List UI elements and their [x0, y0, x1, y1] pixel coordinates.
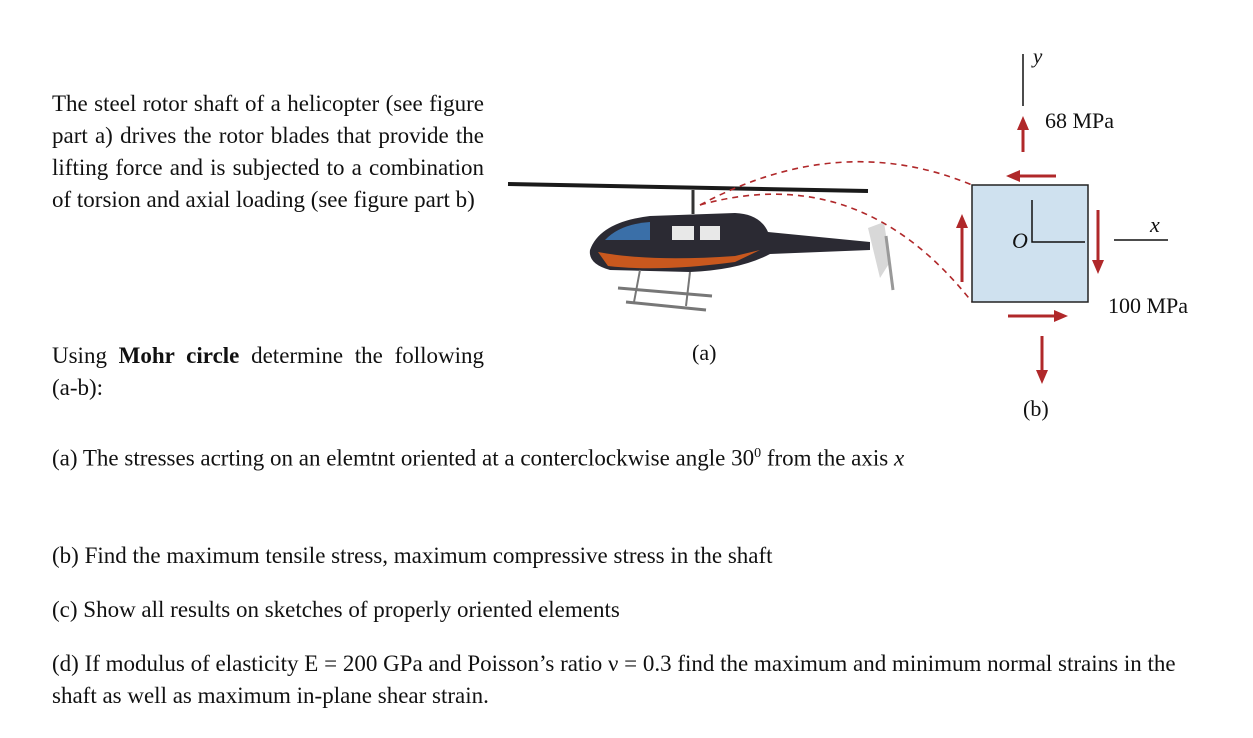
arrowhead: [1017, 116, 1029, 130]
shear-stress-label: 100 MPa: [1108, 293, 1189, 318]
y-axis-label: y: [1033, 44, 1043, 68]
helicopter-window: [700, 226, 720, 240]
arrowhead: [956, 214, 968, 228]
stress-element: [972, 185, 1088, 302]
arrowhead: [1036, 370, 1048, 384]
question-a-superscript: 0: [754, 446, 762, 461]
callout-curve: [700, 162, 972, 205]
instruction-prefix: Using: [52, 343, 107, 368]
figure-label-b: (b): [1023, 396, 1049, 421]
rotor-blade: [508, 184, 868, 191]
question-c: (c) Show all results on sketches of properly oriented elements: [52, 597, 620, 622]
question-a-axis: x: [893, 445, 905, 471]
question-b: (b) Find the maximum tensile stress, maximum compressive stress in the shaft: [52, 543, 773, 568]
instruction-bold: Mohr circle: [118, 343, 240, 368]
skid: [626, 302, 706, 310]
skid-strut: [634, 270, 640, 302]
arrowhead: [1054, 310, 1068, 322]
helicopter-window: [672, 226, 694, 240]
question-d: (d) If modulus of elasticity E = 200 GPa and Poisson’s ratio ν = 0.3 find the maximum and minimum normal strains in the shaft as well as maximum in-plane shear strain.: [52, 651, 1176, 708]
skid-strut: [686, 272, 690, 306]
origin-label: O: [1012, 228, 1028, 253]
question-a-text: (a) The stresses acrting on an elemtnt oriented at a conterclockwise angle 30: [52, 445, 755, 471]
x-axis-label: x: [1150, 212, 1160, 237]
intro-paragraph: The steel rotor shaft of a helicopter (see figure part a) drives the rotor blades that provide the lifting force and is subjected to a combination of torsion and axial loading (see figure part b): [52, 91, 484, 212]
instruction-suffix: determine the following (a-b):: [52, 343, 485, 400]
skid: [618, 288, 712, 296]
question-a: [52, 438, 904, 475]
question-a-tail: from the axis: [766, 445, 889, 471]
arrowhead: [1092, 260, 1104, 274]
axial-stress-label: 68 MPa: [1045, 108, 1115, 133]
figure-label-a: (a): [692, 340, 717, 365]
arrowhead: [1006, 170, 1020, 182]
